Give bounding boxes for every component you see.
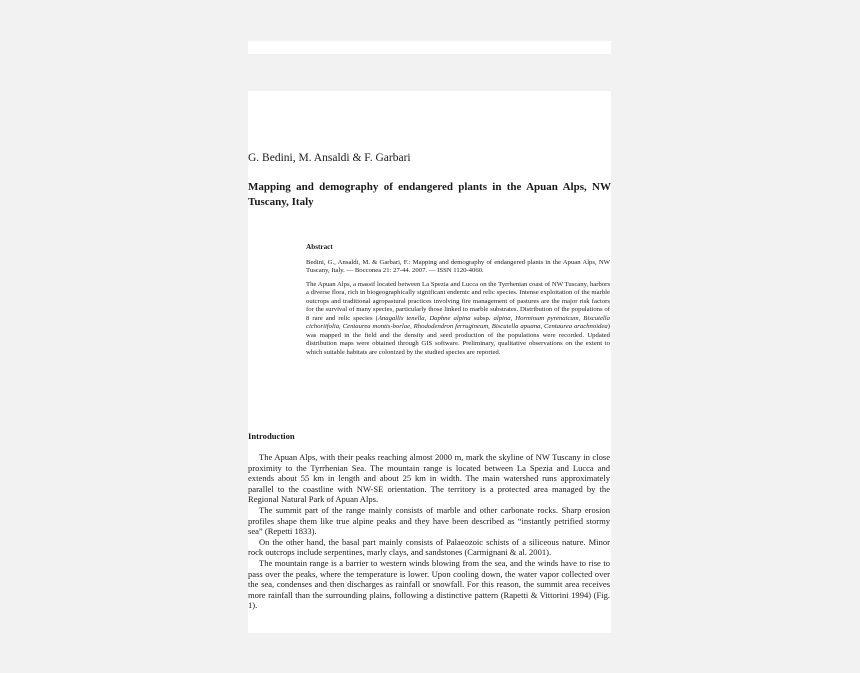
document-page — [248, 91, 611, 633]
introduction-heading: Introduction — [248, 431, 295, 441]
intro-paragraph: The summit part of the range mainly consists of marble and other carbonate rocks. Sharp erosion profiles shape them like true alpine peaks and they have been described as “instantly petrified stormy sea” (Repetti 1833). — [248, 504, 610, 537]
abstract-text-start: The Apuan Alps, a massif located between La Spezia and Lucca on the Tyrrhenian coast of NW Tuscany, harbors a diverse flora, rich in biogeographically significant endemic and relic species. Intense exploitation of the marble outcrops and traditional agropastural practices involving fire management of pastures are the major risk factors for the survival of many species, particularly those linked to marble substrates. Distribution of the populations of 8 rare and relic species ( — [306, 280, 610, 322]
previous-page-strip — [248, 41, 611, 54]
abstract-citation: Bedini, G., Ansaldi, M. & Garbari, F.: Mapping and demography of endangered plants in the Apuan Alps, NW Tuscany, Italy. — Bocconea 21: 27-44. 2007. — ISSN 1120-4060. — [306, 258, 610, 275]
abstract-heading: Abstract — [306, 243, 333, 251]
intro-paragraph: The Apuan Alps, with their peaks reaching almost 2000 m, mark the skyline of NW Tuscany in close proximity to the Tyrrhenian Sea. The mountain range is located between La Spezia and Lucca and extends about 55 km in length and about 25 km in width. The main watershed runs approximately parallel to the coastline with NW-SE orientation. The territory is a protected area managed by the Regional Natural Park of Apuan Alps. — [248, 452, 610, 505]
abstract-species-list-1: Anagallis tenella, Daphne alpina — [377, 314, 471, 322]
abstract-block — [306, 243, 610, 362]
author-line: G. Bedini, M. Ansaldi & F. Garbari — [248, 152, 411, 164]
intro-paragraph: On the other hand, the basal part mainly consists of Palaeozoic schists of a siliceous nature. Minor rock outcrops include serpentines, marly clays, and sandstones (Carmignani & al. 2001). — [248, 536, 610, 558]
abstract-subsp: subsp. — [470, 314, 494, 322]
paper-title: Mapping and demography of endangered plants in the Apuan Alps, NW Tuscany, Italy — [248, 181, 611, 208]
abstract-text-end: ) was mapped in the field and the density and seed production of the populations were recorded. Updated distribution maps were obtained through GIS software. Preliminary, qualitative observations on the extent to which suitable habitats are colonized by the studied species are reported. — [306, 323, 610, 357]
intro-paragraph: The mountain range is a barrier to western winds blowing from the sea, and the winds have to rise to pass over the peaks, where the temperature is lower. Upon cooling down, the water vapor collected over the sea, condenses and then discharges as rainfall or snowfall. For this reason, the summit area receives more rainfall than the surrounding plains, following a distinctive pattern (Rapetti & Vittorini 1994) (Fig. 1). — [248, 557, 610, 611]
abstract-species-list-2: alpina, Horminum pyrenaicum, Biscutella cichoriifolia, Centaurea montis-borlae, Rhododendron ferrugineum, Biscutella apuana, Centaurea arachnoidea — [306, 314, 610, 331]
abstract-body — [306, 281, 610, 358]
introduction-body — [248, 452, 610, 611]
